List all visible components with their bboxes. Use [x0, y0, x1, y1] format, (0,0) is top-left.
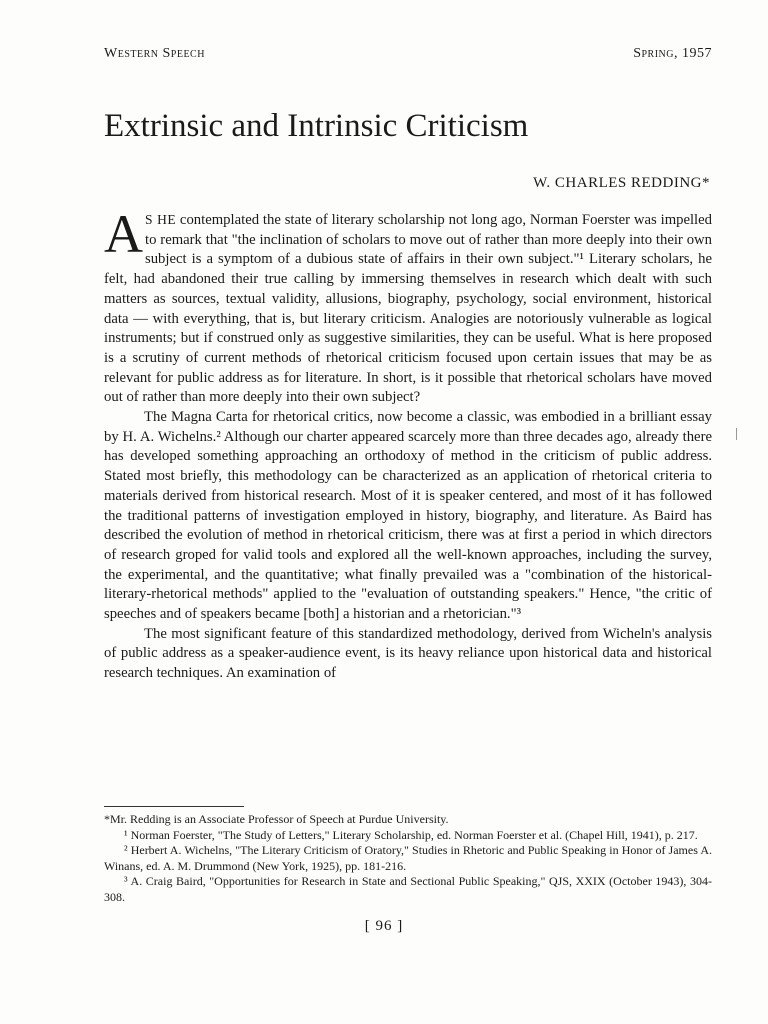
footnote-rule	[104, 806, 244, 807]
paragraph-1	[104, 204, 712, 408]
footnotes	[104, 812, 712, 905]
paragraph-3: The most significant feature of this standardized methodology, derived from Wicheln's analysis of public address as a speaker-audience event, is its heavy reliance upon historical data and historical research techniques. An examination of	[104, 625, 712, 682]
article-title: Extrinsic and Intrinsic Criticism	[104, 108, 529, 144]
issue-date: Spring, 1957	[633, 46, 712, 61]
margin-mark	[736, 428, 737, 440]
article-author: W. CHARLES REDDING*	[533, 175, 710, 191]
journal-name: Western Speech	[104, 46, 205, 61]
footnote-author: *Mr. Redding is an Associate Professor of Speech at Purdue University.	[104, 812, 449, 826]
paragraph-1-text: contemplated the state of literary scholarship not long ago, Norman Foerster was impelled to remark that "the inclination of scholars to move out of rather than more deeply into their own subject is a symptom of a dubious state of affairs in their own subject."¹ Literary scholars, he felt, had abandoned their true calling by immersing themselves in research which dealt with such matters as sources, textual validity, allusions, biography, psychology, social environment, historical data — with everything, that is, but literary criticism. Analogies are notoriously vulnerable as logical instruments; but if construed only as suggestive similarities, they can be useful. What is here proposed is a scrutiny of current methods of rhetorical criticism focused upon certain issues that may be as relevant for public address as for literature. In short, is it possible that rhetorical scholars have moved out of rather than more deeply into their own subject?	[104, 212, 712, 406]
lead-in: S HE	[145, 212, 177, 227]
running-head	[104, 46, 712, 62]
footnote-1: ¹ Norman Foerster, "The Study of Letters," Literary Scholarship, ed. Norman Foerster et al. (Chapel Hill, 1941), p. 217.	[124, 827, 698, 842]
page-number: [ 96 ]	[364, 918, 404, 934]
article-body	[104, 204, 712, 684]
paragraph-2: The Magna Carta for rhetorical critics, now become a classic, was embodied in a brilliant essay by H. A. Wichelns.² Although our charter appeared scarcely more than three decades ago, already there has developed something approaching an orthodoxy of method in the criticism of public address. Stated most briefly, this methodology can be characterized as an application of rhetorical criteria to materials derived from historical research. Most of it is speaker centered, and most of it has followed the traditional patterns of investigation employed in history, biography, and literature. As Baird has described the evolution of method in rhetorical criticism, there was at first a period in which directors of research groped for valid tools and explored all the well-known approaches, including the survey, the experimental, and the quantitative; what finally prevailed was a "combination of the historical-literary-rhetorical methods" applied to the "evaluation of outstanding speakers." Hence, "the critic of speeches and of speakers became [both] a historian and a rhetorician."³	[104, 409, 712, 623]
drop-cap: A	[104, 204, 143, 264]
footnote-3: ³ A. Craig Baird, "Opportunities for Research in State and Sectional Public Speaking," QJS, XXIX (October 1943), 304-308.	[104, 874, 712, 904]
footnote-2: ² Herbert A. Wichelns, "The Literary Criticism of Oratory," Studies in Rhetoric and Public Speaking in Honor of James A. Winans, ed. A. M. Drummond (New York, 1925), pp. 181-216.	[104, 843, 712, 873]
